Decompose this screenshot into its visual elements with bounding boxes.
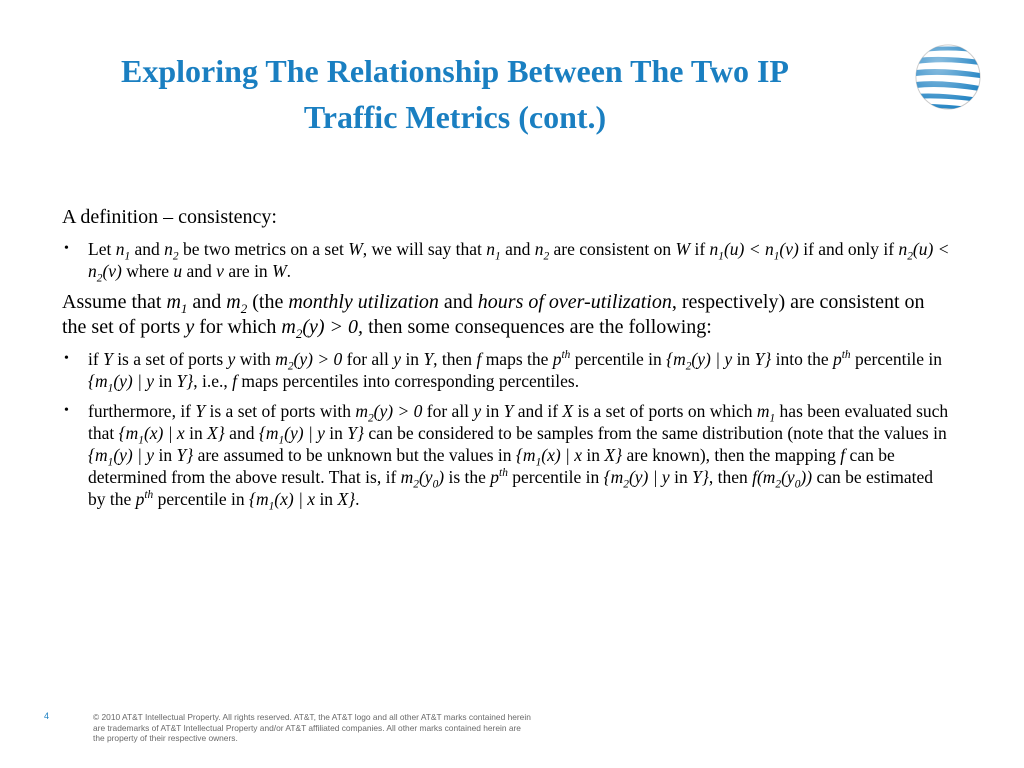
copyright-line-2: are trademarks of AT&T Intellectual Property and/or AT&T affiliated companies. All other marks contained herein are	[93, 722, 521, 733]
att-globe-logo	[914, 42, 982, 112]
definition-list	[62, 238, 952, 285]
consequence-bullet-2: • furthermore, if Y is a set of ports with $m_2(y) > 0$ for all y in Y and if X is a set of ports on which $m_1$ has been evaluated such that {$m_1(x)$ | x in X} and {$m_1(y)$ | y in Y} can be considered to be samples from the same distribution (note that the values in {$m_1(y)$ | y in Y} are assumed to be unknown but the values in {$m_1(x)$ | x in X} are known), then the mapping f can be determined from the above result. That is, if $m_2(y_0)$ is the $p^{th}$ percentile in {$m_2(y)$ | y in Y}, then $f(m_2(y_0))$ can be estimated by the $p^{th}$ percentile in {$m_1(x)$ | x in X}.	[62, 400, 952, 510]
definition-heading: A definition – consistency:	[62, 206, 277, 228]
consequence-bullet-1: • if Y is a set of ports y with $m_2(y) > 0$ for all y in Y, then f maps the $p^{th}$ percentile in {$m_2(y)$ | y in Y} into the $p^{th}$ percentile in {$m_1(y)$ | y in Y}, i.e., f maps percentiles into corresponding percentiles.	[62, 348, 952, 392]
assumption-paragraph: Assume that $m_1$ and $m_2$ (the monthly utilization and hours of over-utilization, respectively) are consistent on the set of ports y for which $m_2(y) > 0$, then some consequences are the following:	[62, 291, 925, 341]
slide-title-line-2: Traffic Metrics (cont.)	[303, 99, 607, 135]
slide-title-line-1: Exploring The Relationship Between The Two IP	[121, 53, 789, 89]
page-number: 4	[44, 711, 50, 721]
copyright-line-1: © 2010 AT&T Intellectual Property. All rights reserved. AT&T, the AT&T logo and all other AT&T marks contained herein	[93, 712, 531, 722]
consequences-list	[62, 348, 952, 513]
slide-title	[30, 48, 880, 140]
copyright-notice	[93, 712, 623, 744]
consistency-definition-bullet: • Let $n_1$ and $n_2$ be two metrics on a set W, we will say that $n_1$ and $n_2$ are consistent on W if $n_1(u) < n_1(v)$ if and only if $n_2(u) < n_2(v)$ where u and v are in W.	[62, 238, 952, 282]
copyright-line-3: the property of their respective owners.	[93, 733, 238, 743]
slide-body	[62, 205, 952, 518]
